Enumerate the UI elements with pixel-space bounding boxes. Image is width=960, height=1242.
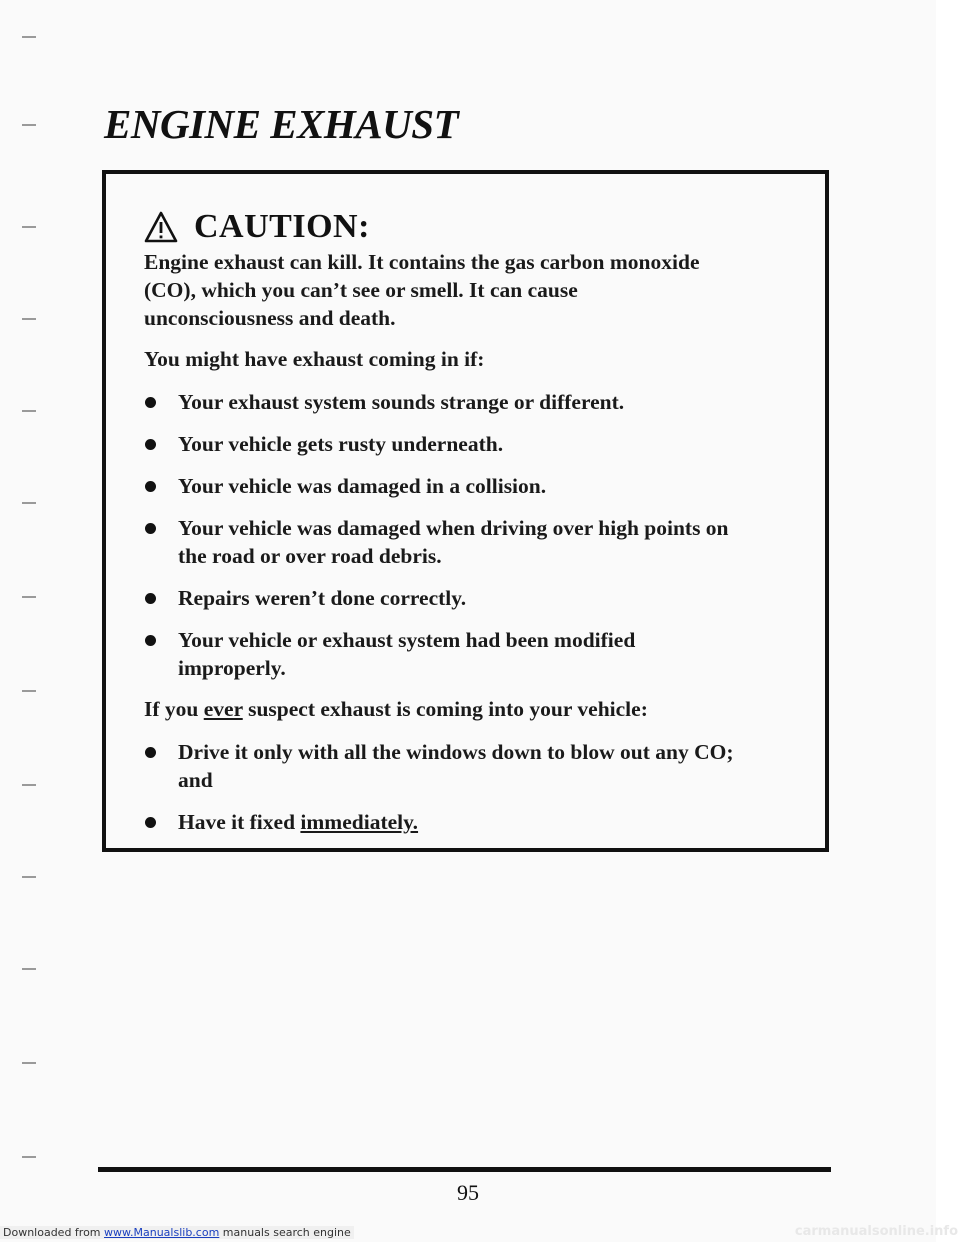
list-item-text: Your vehicle or exhaust system had been modified [178,628,636,652]
margin-tick [22,690,36,692]
list-item-text: Your vehicle was damaged when driving over high points on [178,516,729,540]
prompt-text: If you [144,697,204,721]
list-item-text: Repairs weren’t done correctly. [178,586,467,610]
margin-tick [22,596,36,598]
site-watermark: carmanualsonline.info [794,1224,958,1239]
bullet-icon [145,481,156,492]
bullet-icon [145,817,156,828]
list-item-text: improperly. [178,656,286,680]
bullet-icon [145,593,156,604]
list-item-continuation [178,542,442,570]
intro-line: (CO), which you can’t see or smell. It can cause [144,278,578,302]
suspect-prompt [144,695,648,723]
margin-tick [22,410,36,412]
margin-tick [22,318,36,320]
list-item-text: Your exhaust system sounds strange or different. [178,390,625,414]
intro-line: unconsciousness and death. [144,306,396,330]
margin-tick [22,968,36,970]
bullet-icon [145,635,156,646]
list-item-text: the road or over road debris. [178,544,442,568]
margin-tick [22,1156,36,1158]
margin-tick [22,784,36,786]
margin-tick [22,502,36,504]
page-title: ENGINE EXHAUST [104,101,459,147]
caution-box [102,170,829,852]
emphasis-text: immediately. [300,810,419,834]
margin-tick [22,36,36,38]
exhaust-prompt: You might have exhaust coming in if: [144,347,485,371]
list-item-text: Your vehicle was damaged in a collision. [178,474,547,498]
list-item-continuation [178,654,286,682]
margin-tick [22,1062,36,1064]
bullet-icon [145,397,156,408]
manualslib-link[interactable]: www.Manualslib.com [104,1226,220,1239]
margin-tick [22,124,36,126]
bullet-icon [145,523,156,534]
warning-triangle-icon [144,211,178,243]
prompt-text: suspect exhaust is coming into your vehicle: [242,697,648,721]
caution-header [144,208,370,246]
list-item-text: Your vehicle gets rusty underneath. [178,432,504,456]
caution-heading: CAUTION: [194,208,370,245]
footer-rule [98,1167,831,1172]
margin-tick [22,226,36,228]
list-item-text: and [178,768,213,792]
bullet-icon [145,439,156,450]
watermark-prefix: Downloaded from [3,1226,105,1239]
list-item-text: Drive it only with all the windows down to blow out any CO; [178,740,734,764]
page-number: 95 [457,1180,479,1205]
intro-line: Engine exhaust can kill. It contains the gas carbon monoxide [144,250,700,274]
bullet-icon [145,747,156,758]
watermark-suffix: manuals search engine [219,1226,351,1239]
list-item-text [178,808,818,836]
emphasis-text: ever [203,697,243,721]
list-item-lead: Have it fixed [178,810,301,834]
margin-tick [22,876,36,878]
list-item-continuation [178,766,213,794]
download-watermark [0,1226,354,1239]
